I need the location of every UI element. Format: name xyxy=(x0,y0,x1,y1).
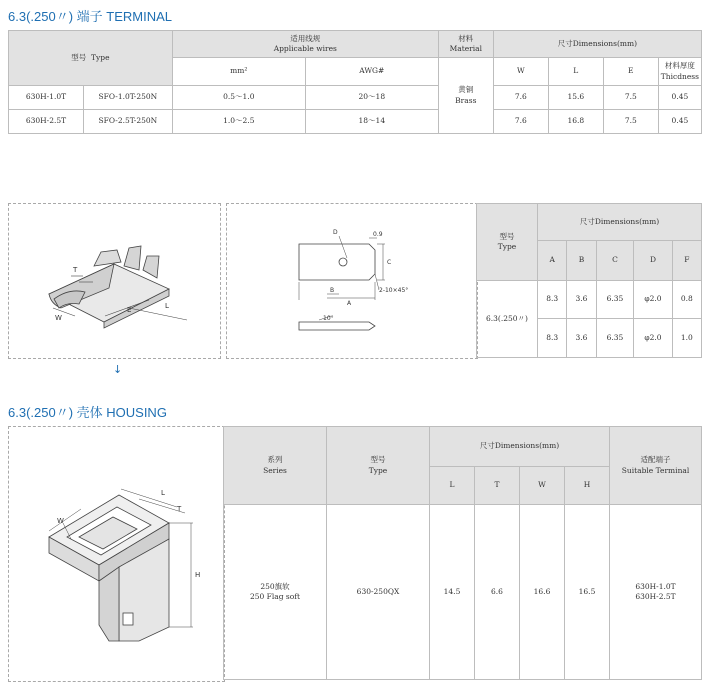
terminal-spec-table xyxy=(8,30,702,134)
code-cell: SFO-2.5T-250N xyxy=(84,110,173,134)
angle-label: 10° xyxy=(323,315,334,322)
a-cell: 8.3 xyxy=(538,281,567,319)
w-cell: 7.6 xyxy=(493,86,548,110)
w-cell: 7.6 xyxy=(493,110,548,134)
e-cell: 7.5 xyxy=(603,110,658,134)
col-c-header: C xyxy=(596,241,634,281)
thickness-cell: 0.45 xyxy=(658,110,701,134)
col-t-header: T xyxy=(475,467,520,505)
col-b-header: B xyxy=(567,241,596,281)
mm2-header: mm² xyxy=(172,58,305,86)
terminal-drawing-panel xyxy=(8,203,221,359)
b-cell: 3.6 xyxy=(567,319,596,358)
col-h-header: H xyxy=(565,467,610,505)
d-label: D xyxy=(333,229,338,236)
w-label: W xyxy=(55,314,62,322)
code-cell: SFO-1.0T-250N xyxy=(84,86,173,110)
tab-dimensions-header: 尺寸Dimensions(mm) xyxy=(538,204,702,241)
wires-header: 适用线规 Applicable wires xyxy=(172,31,438,58)
material-header: 材料 Material xyxy=(438,31,493,58)
terminal-illustration xyxy=(9,204,220,358)
mm2-cell: 1.0～2.5 xyxy=(172,110,305,134)
f-cell: 1.0 xyxy=(672,319,701,358)
w-header: W xyxy=(493,58,548,86)
housing-dimensions-header: 尺寸Dimensions(mm) xyxy=(430,427,610,467)
l-label: L xyxy=(165,302,169,310)
col-l-header: L xyxy=(430,467,475,505)
c-cell: 6.35 xyxy=(596,319,634,358)
col-a-header: A xyxy=(538,241,567,281)
b-cell: 3.6 xyxy=(567,281,596,319)
l-label: L xyxy=(161,489,165,497)
t-label: T xyxy=(177,505,182,513)
model-header: 型号 Type xyxy=(9,31,173,86)
t-cell: 6.6 xyxy=(475,505,520,680)
housing-drawing-panel xyxy=(8,426,225,682)
model-cell: 630H-1.0T xyxy=(9,86,84,110)
thickness-cell: 0.45 xyxy=(658,86,701,110)
down-arrow-icon: ↓ xyxy=(113,363,123,376)
e-cell: 7.5 xyxy=(603,86,658,110)
b-label: B xyxy=(330,287,335,294)
terminal-heading: 6.3(.250〃) 端子 TERMINAL xyxy=(8,9,172,24)
e-label: E xyxy=(127,306,132,314)
d-cell: φ2.0 xyxy=(634,281,672,319)
table-row xyxy=(477,281,702,319)
l-cell: 16.8 xyxy=(548,110,603,134)
tab-spec-table xyxy=(476,203,702,358)
col-f-header: F xyxy=(672,241,701,281)
table-row xyxy=(9,110,702,134)
e-header: E xyxy=(603,58,658,86)
thickness-header: 材料厚度 Thicdness xyxy=(658,58,701,86)
housing-spec-table xyxy=(223,426,702,680)
w-label: W xyxy=(57,517,64,525)
l-header: L xyxy=(548,58,603,86)
f-label: 0.9 xyxy=(373,231,383,238)
table-row xyxy=(9,86,702,110)
tab-dimension-drawing xyxy=(227,204,477,358)
f-cell: 0.8 xyxy=(672,281,701,319)
col-w-header: W xyxy=(520,467,565,505)
c-cell: 6.35 xyxy=(596,281,634,319)
mm2-cell: 0.5～1.0 xyxy=(172,86,305,110)
tab-model-header: 型号 Type xyxy=(477,204,538,281)
a-label: A xyxy=(347,300,352,307)
h-label: H xyxy=(195,571,201,579)
chamfer-label: 2-10×45° xyxy=(379,287,409,294)
awg-cell: 20～18 xyxy=(305,86,438,110)
t-label: T xyxy=(73,266,78,274)
housing-model-header: 型号 Type xyxy=(327,427,430,505)
housing-heading: 6.3(.250〃) 壳体 HOUSING xyxy=(8,405,167,420)
series-cell: 250旗软 250 Flag soft xyxy=(224,505,327,680)
awg-header: AWG# xyxy=(305,58,438,86)
d-cell: φ2.0 xyxy=(634,319,672,358)
series-header: 系列 Series xyxy=(224,427,327,505)
w-cell: 16.6 xyxy=(520,505,565,680)
l-cell: 14.5 xyxy=(430,505,475,680)
col-d-header: D xyxy=(634,241,672,281)
model-cell: 630H-2.5T xyxy=(9,110,84,134)
housing-model-cell: 630-250QX xyxy=(327,505,430,680)
tab-drawing-panel xyxy=(226,203,478,359)
dimensions-header: 尺寸Dimensions(mm) xyxy=(493,31,701,58)
h-cell: 16.5 xyxy=(565,505,610,680)
c-label: C xyxy=(387,259,392,266)
table-row xyxy=(224,505,702,680)
suitable-terminal-header: 适配端子 Suitable Terminal xyxy=(610,427,702,505)
l-cell: 15.6 xyxy=(548,86,603,110)
suitable-terminal-cell: 630H-1.0T 630H-2.5T xyxy=(610,505,702,680)
a-cell: 8.3 xyxy=(538,319,567,358)
tab-type-cell: 6.3(.250〃) xyxy=(477,281,538,358)
material-cell: 黄铜 Brass xyxy=(438,58,493,134)
awg-cell: 18～14 xyxy=(305,110,438,134)
housing-illustration xyxy=(9,427,224,681)
